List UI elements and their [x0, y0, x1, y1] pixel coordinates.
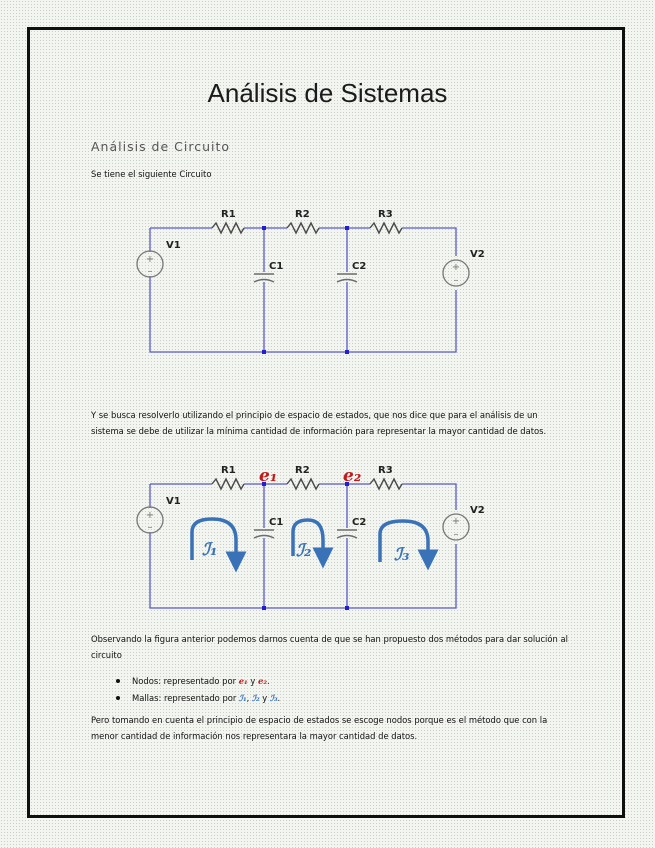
- label-r2: R2: [295, 465, 310, 476]
- mesh-j3-label: ℐ₃: [394, 545, 410, 565]
- wire: [150, 276, 456, 352]
- mesh-j2-symbol: ℐ₂: [251, 693, 260, 703]
- capacitor-c1-plate: [254, 280, 274, 283]
- plus-sign: +: [145, 254, 155, 265]
- intro-paragraph: Se tiene el siguiente Circuito: [91, 169, 212, 179]
- meshes-joiner: y: [262, 693, 268, 703]
- list-item-nodes: [116, 673, 280, 690]
- capacitor-c2-plate: [337, 536, 357, 539]
- list-item-meshes: [116, 690, 280, 707]
- node-e2-symbol: e₂: [258, 676, 268, 686]
- minus-sign: –: [147, 522, 153, 533]
- plus-sign: +: [451, 262, 461, 273]
- minus-sign: –: [147, 266, 153, 277]
- plus-sign: +: [145, 510, 155, 521]
- conclusion-paragraph: Pero tomando en cuenta el principio de espacio de estados se escoge nodos porque es el método que con la menor cantidad de información nos representara la mayor cantidad de datos.: [91, 715, 548, 741]
- meshes-text: Mallas: representado por: [132, 693, 237, 703]
- node-e1-symbol: e₁: [238, 676, 248, 686]
- plus-sign: +: [451, 516, 461, 527]
- meshes-end: .: [277, 693, 281, 703]
- label-v1: V1: [166, 496, 181, 507]
- junction-dot: [262, 350, 266, 354]
- section-heading: Análisis de Circuito: [91, 139, 231, 154]
- bullet-icon: [116, 679, 120, 683]
- mesh-j1-label: ℐ₁: [202, 540, 218, 560]
- label-v1: V1: [166, 240, 181, 251]
- label-v2: V2: [470, 505, 485, 516]
- resistor-r3: [370, 479, 402, 489]
- resistor-r2: [287, 223, 319, 233]
- wire: [402, 228, 456, 256]
- resistor-r1: [212, 479, 244, 489]
- nodes-end: .: [267, 676, 270, 686]
- label-r3: R3: [378, 209, 393, 220]
- minus-sign: –: [453, 529, 459, 540]
- nodes-text: Nodos: representado por: [132, 676, 237, 686]
- node-e2-label: e₂: [343, 466, 362, 486]
- nodes-joiner: y: [250, 676, 256, 686]
- junction-dot: [262, 606, 266, 610]
- mesh-j1-symbol: ℐ₁: [239, 693, 247, 703]
- resistor-r2: [287, 479, 319, 489]
- junction-dot: [345, 350, 349, 354]
- label-r2: R2: [295, 209, 310, 220]
- label-c1: C1: [269, 517, 284, 528]
- capacitor-c2-plate: [337, 280, 357, 283]
- resistor-r1: [212, 223, 244, 233]
- label-v2: V2: [470, 249, 485, 260]
- mesh-j3-symbol: ℐ₃: [269, 693, 278, 703]
- label-r3: R3: [378, 465, 393, 476]
- wire: [402, 484, 456, 510]
- node-e1-label: e₁: [259, 466, 278, 486]
- circuit-1: [137, 209, 485, 354]
- junction-dot: [345, 226, 349, 230]
- resistor-r3: [370, 223, 402, 233]
- meshes-sep: ,: [246, 693, 250, 703]
- label-c2: C2: [352, 517, 367, 528]
- capacitor-c1-plate: [254, 536, 274, 539]
- methods-list: [116, 673, 280, 707]
- bullet-icon: [116, 696, 120, 700]
- circuit-2: [137, 465, 485, 610]
- junction-dot: [345, 606, 349, 610]
- mesh-j2-label: ℐ₂: [296, 541, 312, 561]
- label-r1: R1: [221, 209, 236, 220]
- observation-paragraph: Observando la figura anterior podemos darnos cuenta de que se han propuesto dos métodos para dar solución al circuito: [91, 634, 568, 660]
- label-c1: C1: [269, 261, 284, 272]
- label-c2: C2: [352, 261, 367, 272]
- label-r1: R1: [221, 465, 236, 476]
- junction-dot: [262, 226, 266, 230]
- minus-sign: –: [453, 275, 459, 286]
- document-title: Análisis de Sistemas: [207, 78, 448, 108]
- state-space-paragraph: Y se busca resolverlo utilizando el principio de espacio de estados, que nos dice que para el análisis de un sistema se debe de utilizar la mínima cantidad de información para representar la mayor cantidad de datos.: [91, 410, 547, 436]
